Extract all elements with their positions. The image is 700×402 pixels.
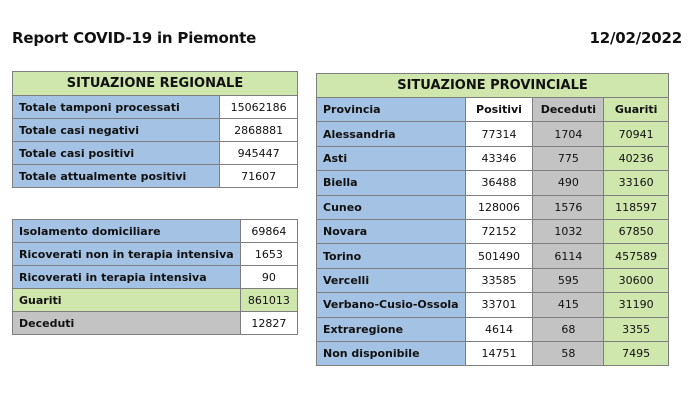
row-value: 71607	[220, 165, 298, 188]
province-name: Extraregione	[317, 317, 466, 341]
column-header-provincia: Provincia	[317, 98, 466, 122]
province-name: Vercelli	[317, 268, 466, 292]
table-row	[13, 142, 298, 165]
deceduti-cell: 1704	[533, 122, 604, 146]
table-row	[317, 341, 669, 365]
deceduti-cell: 1576	[533, 195, 604, 219]
row-value: 15062186	[220, 96, 298, 119]
column-header-deceduti: Deceduti	[533, 98, 604, 122]
guariti-cell: 457589	[604, 244, 669, 268]
regional-summary-table	[12, 71, 298, 188]
row-value: 945447	[220, 142, 298, 165]
deceduti-cell: 68	[533, 317, 604, 341]
provincial-heading: SITUAZIONE PROVINCIALE	[317, 74, 669, 98]
table-row	[13, 165, 298, 188]
column-header-guariti: Guariti	[604, 98, 669, 122]
table-row	[317, 244, 669, 268]
page-title: Report COVID-19 in Piemonte	[12, 29, 257, 47]
row-label: Totale attualmente positivi	[13, 165, 220, 188]
guariti-cell: 3355	[604, 317, 669, 341]
table-row	[317, 122, 669, 146]
table-row	[317, 268, 669, 292]
table-row	[317, 219, 669, 243]
province-name: Cuneo	[317, 195, 466, 219]
deceduti-cell: 1032	[533, 219, 604, 243]
regional-heading: SITUAZIONE REGIONALE	[13, 72, 298, 96]
positivi-cell: 501490	[465, 244, 533, 268]
positivi-cell: 128006	[465, 195, 533, 219]
row-label: Ricoverati non in terapia intensiva	[13, 243, 241, 266]
regional-status-table	[12, 219, 298, 335]
row-label: Totale casi negativi	[13, 119, 220, 142]
table-row	[13, 312, 298, 335]
deceduti-cell: 490	[533, 171, 604, 195]
row-value: 1653	[240, 243, 297, 266]
table-row	[317, 171, 669, 195]
province-name: Verbano-Cusio-Ossola	[317, 293, 466, 317]
table-row	[13, 266, 298, 289]
guariti-cell: 7495	[604, 341, 669, 365]
guariti-cell: 67850	[604, 219, 669, 243]
row-value: 90	[240, 266, 297, 289]
row-value: 69864	[240, 220, 297, 243]
table-row	[13, 220, 298, 243]
guariti-cell: 70941	[604, 122, 669, 146]
row-label: Deceduti	[13, 312, 241, 335]
row-label: Isolamento domiciliare	[13, 220, 241, 243]
positivi-cell: 4614	[465, 317, 533, 341]
positivi-cell: 36488	[465, 171, 533, 195]
province-name: Biella	[317, 171, 466, 195]
deceduti-cell: 6114	[533, 244, 604, 268]
table-row	[317, 293, 669, 317]
province-name: Torino	[317, 244, 466, 268]
province-name: Novara	[317, 219, 466, 243]
guariti-cell: 118597	[604, 195, 669, 219]
guariti-cell: 31190	[604, 293, 669, 317]
provincial-table	[316, 73, 669, 366]
table-row	[317, 195, 669, 219]
row-label: Totale tamponi processati	[13, 96, 220, 119]
table-row	[13, 96, 298, 119]
table-row	[317, 317, 669, 341]
column-header-positivi: Positivi	[465, 98, 533, 122]
positivi-cell: 43346	[465, 146, 533, 170]
guariti-cell: 33160	[604, 171, 669, 195]
positivi-cell: 77314	[465, 122, 533, 146]
province-name: Asti	[317, 146, 466, 170]
guariti-cell: 30600	[604, 268, 669, 292]
province-name: Alessandria	[317, 122, 466, 146]
positivi-cell: 14751	[465, 341, 533, 365]
positivi-cell: 72152	[465, 219, 533, 243]
province-name: Non disponibile	[317, 341, 466, 365]
deceduti-cell: 775	[533, 146, 604, 170]
positivi-cell: 33585	[465, 268, 533, 292]
table-row	[13, 289, 298, 312]
deceduti-cell: 595	[533, 268, 604, 292]
row-label: Ricoverati in terapia intensiva	[13, 266, 241, 289]
table-row	[317, 146, 669, 170]
row-label: Guariti	[13, 289, 241, 312]
row-value: 861013	[240, 289, 297, 312]
table-row	[13, 243, 298, 266]
row-value: 2868881	[220, 119, 298, 142]
guariti-cell: 40236	[604, 146, 669, 170]
table-row	[13, 119, 298, 142]
deceduti-cell: 415	[533, 293, 604, 317]
positivi-cell: 33701	[465, 293, 533, 317]
deceduti-cell: 58	[533, 341, 604, 365]
row-label: Totale casi positivi	[13, 142, 220, 165]
row-value: 12827	[240, 312, 297, 335]
report-date: 12/02/2022	[589, 29, 682, 47]
